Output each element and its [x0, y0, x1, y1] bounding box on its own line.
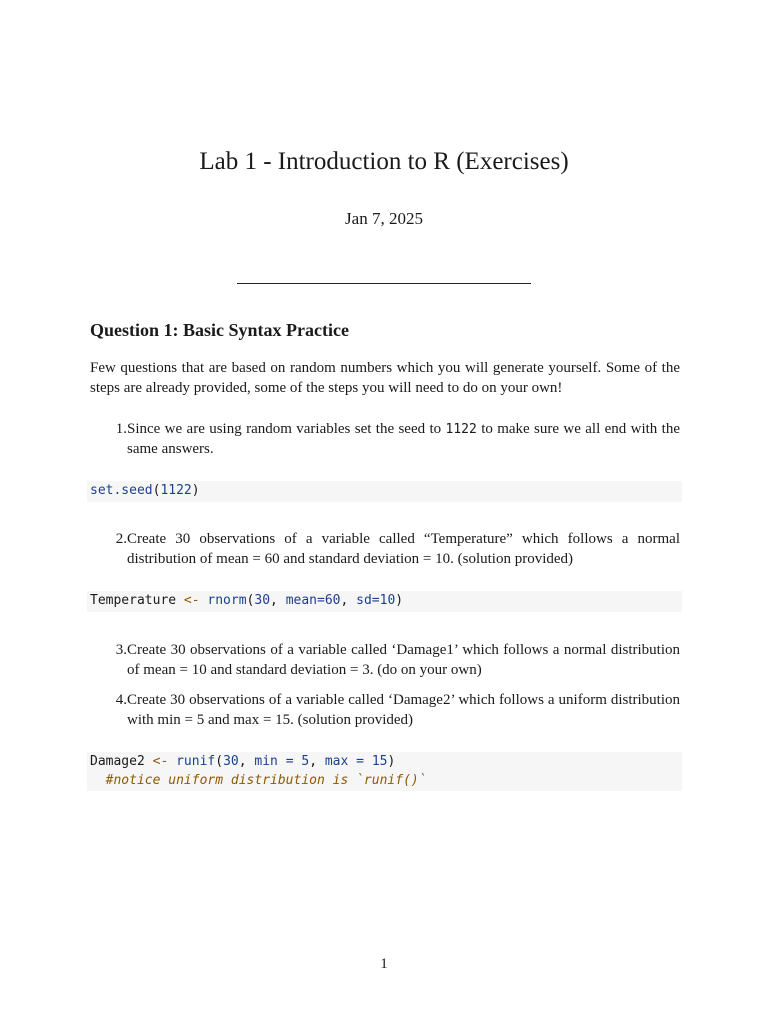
code-function: runif: [176, 754, 216, 769]
section-heading: Question 1: Basic Syntax Practice: [90, 320, 349, 340]
inline-code: 1122: [445, 422, 477, 437]
page-number: 1: [380, 956, 388, 972]
document-date: Jan 7, 2025: [345, 209, 423, 228]
code-sep: ,: [270, 593, 286, 608]
code-assign: <-: [183, 593, 200, 608]
code-block-temperature: [87, 591, 682, 612]
list-item-1: [90, 420, 680, 459]
code-paren: ): [395, 593, 404, 608]
list-item-number: 4.: [115, 692, 127, 708]
code-number: 5: [301, 754, 310, 769]
list-item-text-part: Since we are using random variables set the seed to: [127, 421, 446, 437]
code-assign: <-: [152, 754, 169, 769]
list-item-number: 1.: [115, 421, 127, 437]
list-item-2: [90, 530, 680, 569]
code-paren: ): [191, 483, 200, 498]
code-arg-name: sd=: [356, 593, 380, 608]
list-item-text: Create 30 observations of a variable called ‘Damage2’ which follows a uniform distribution with min = 5 and max = 15. (solution provided): [127, 692, 680, 728]
code-function: rnorm: [207, 593, 247, 608]
title-divider: [237, 283, 531, 284]
code-arg-name: mean=: [285, 593, 325, 608]
code-paren: (: [215, 754, 224, 769]
code-paren: ): [387, 754, 396, 769]
list-item-number: 2.: [115, 531, 127, 547]
code-number: 30: [254, 593, 271, 608]
code-comment: #notice uniform distribution is `runif()`: [105, 772, 427, 788]
code-variable: Temperature: [90, 593, 184, 608]
code-number: 10: [379, 593, 396, 608]
section-intro: Few questions that are based on random numbers which you will generate yourself. Some of the steps are already provided, some of the steps you will need to do on your own!: [90, 360, 680, 396]
code-sep: ,: [340, 593, 357, 608]
code-block-seed: [87, 481, 682, 502]
list-item-3: [90, 641, 680, 680]
code-arg-name: min =: [254, 754, 302, 769]
code-number: 1122: [160, 483, 192, 498]
code-variable: Damage2: [90, 754, 153, 769]
document-title: Lab 1 - Introduction to R (Exercises): [199, 148, 569, 175]
code-sep: ,: [309, 754, 325, 769]
code-sep: ,: [238, 754, 255, 769]
code-arg-name: max =: [324, 754, 372, 769]
list-item-text: Create 30 observations of a variable called “Temperature” which follows a normal distribution of mean = 60 and standard deviation = 10. (solution provided): [127, 531, 680, 567]
code-number: 30: [223, 754, 239, 769]
code-block-damage2: [87, 752, 682, 791]
code-number: 60: [324, 593, 341, 608]
list-item-text-part: to make sure we all end with the same answers.: [127, 421, 680, 457]
code-function: set.seed: [90, 483, 153, 498]
list-item-text: Create 30 observations of a variable called ‘Damage1’ which follows a normal distribution of mean = 10 and standard deviation = 3. (do on your own): [127, 642, 680, 678]
code-paren: (: [246, 593, 255, 608]
list-item-text: [127, 420, 680, 459]
code-number: 15: [371, 754, 388, 769]
code-paren: (: [152, 483, 161, 498]
list-item-number: 3.: [115, 642, 127, 658]
list-item-4: [90, 691, 680, 730]
